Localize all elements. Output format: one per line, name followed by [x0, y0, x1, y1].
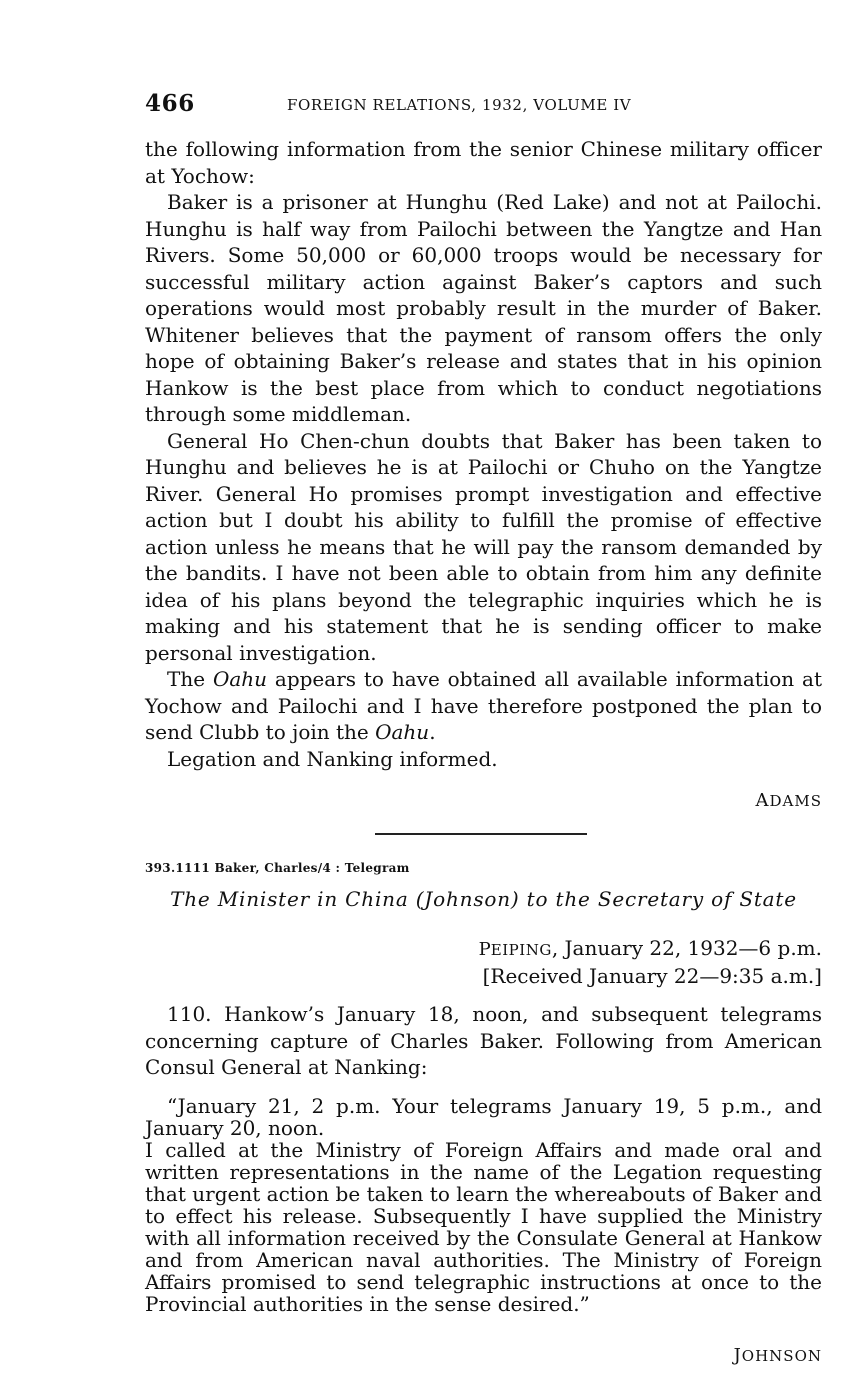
signature-rest: DAMS — [769, 792, 822, 810]
quoted-telegram — [145, 1095, 822, 1315]
signature-rest: OHNSON — [741, 1346, 822, 1365]
paragraph: Legation and Nanking informed. — [167, 746, 498, 771]
signature-initial: J — [733, 1344, 742, 1366]
paragraph: 110. Hankow’s January 18, noon, and subsequent telegrams concerning capture of Charles Baker. Following from American Consul General at Nanking: — [145, 1002, 822, 1079]
ship-name: Oahu — [212, 667, 268, 691]
signature-johnson — [145, 1345, 822, 1366]
signature-initial: A — [755, 790, 770, 811]
signature-adams — [145, 790, 822, 811]
received-line: [Received January 22—9:35 a.m.] — [482, 964, 822, 988]
paragraph: “January 21, 2 p.m. Your telegrams January 19, 5 p.m., and January 20, noon. — [145, 1093, 822, 1140]
paragraph: I called at the Ministry of Foreign Affairs and made oral and written representations in the name of the Legation requesting that urgent action be taken to learn the whereabouts of Baker and to effect his release. Subsequently I have supplied the Ministry with all information received by the Consulate General at Hankow and from American naval authorities. The Ministry of Foreign Affairs promised to send telegraphic instructions at once to the Provincial authorities in the sense desired.” — [145, 1137, 822, 1316]
text-run: The — [167, 667, 213, 691]
running-title: FOREIGN RELATIONS, 1932, VOLUME IV — [287, 96, 632, 114]
place-rest: EIPING — [490, 941, 552, 959]
document-title: The Minister in China (Johnson) to the Secretary of State — [170, 887, 797, 911]
dateline — [145, 935, 822, 989]
date: , January 22, 1932—6 p.m. — [551, 936, 822, 960]
paragraph — [145, 666, 822, 746]
running-head — [145, 88, 822, 122]
text-run: appears to have obtained all available information at Yochow and Pailochi and I have therefore postponed the plan to send Clubb to join the — [145, 667, 822, 744]
place-initial: P — [478, 939, 491, 960]
text-run: . — [429, 720, 436, 744]
file-reference: 393.1111 Baker, Charles/4 : Telegram — [145, 861, 410, 875]
section-divider — [375, 833, 587, 835]
document-page — [145, 88, 822, 1366]
page-number: 466 — [145, 90, 195, 117]
paragraph: the following information from the senior Chinese military officer at Yochow: — [145, 137, 822, 188]
paragraph: Baker is a prisoner at Hunghu (Red Lake) and not at Pailochi. Hunghu is half way from Pailochi between the Yangtze and Han Rivers. Some 50,000 or 60,000 troops would be necessary for successful military action against Baker’s captors and such operations would most probably result in the murder of Baker. Whitener believes that the payment of ransom offers the only hope of obtaining Baker’s release and states that in his opinion Hankow is the best place from which to conduct negotiations through some middleman. — [145, 190, 822, 426]
paragraph: General Ho Chen-chun doubts that Baker has been taken to Hunghu and believes he is at Pailochi or Chuho on the Yangtze River. General Ho promises prompt investigation and effective action but I doubt his ability to fulfill the promise of effective action unless he means that he will pay the ransom demanded by the bandits. I have not been able to obtain from him any definite idea of his plans beyond the telegraphic inquiries which he is making and his statement that he is sending officer to make personal investigation. — [145, 428, 822, 665]
telegram-body — [145, 1001, 822, 1081]
telegram-continuation — [145, 136, 822, 772]
place-date — [145, 935, 822, 963]
ship-name: Oahu — [375, 720, 430, 744]
